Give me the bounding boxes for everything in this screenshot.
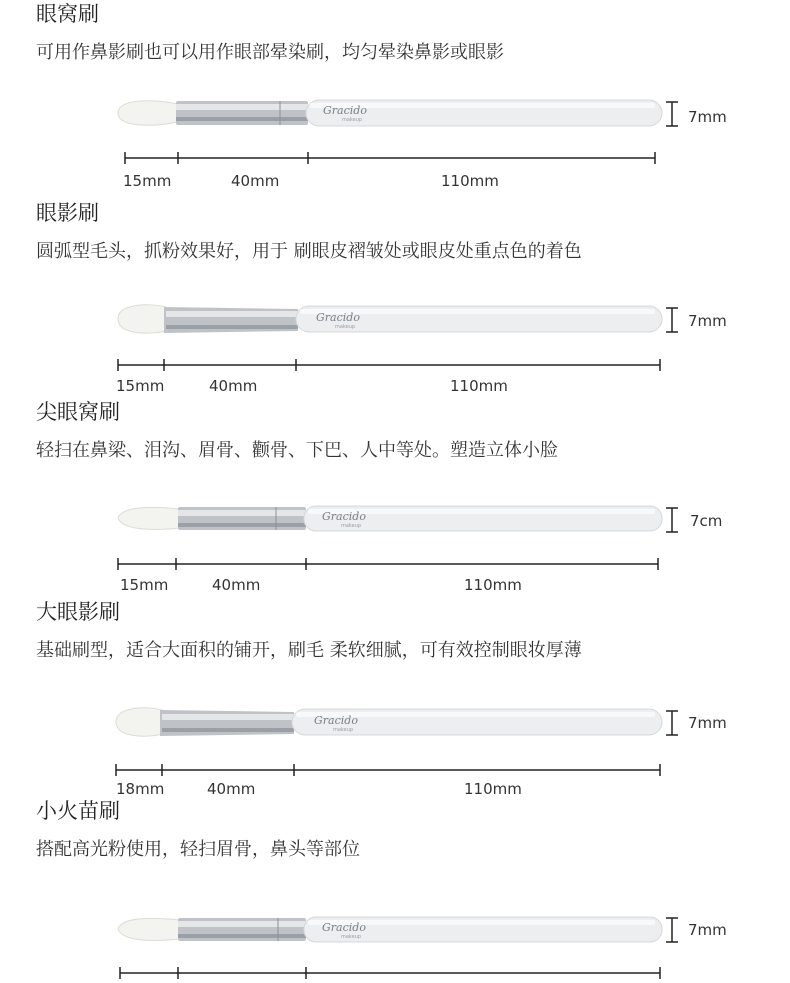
brush-image bbox=[0, 905, 790, 965]
brush-image bbox=[0, 698, 790, 758]
ruler-lines bbox=[0, 760, 790, 780]
brand-sub: makeup bbox=[333, 727, 354, 733]
brush-title: 小火苗刷 bbox=[36, 799, 120, 823]
segment-label: 15mm bbox=[123, 172, 172, 190]
brand-sub: makeup bbox=[341, 934, 362, 940]
diameter-label: 7mm bbox=[688, 108, 727, 126]
brush-description: 可用作鼻影刷也可以用作眼部晕染刷，均匀晕染鼻影或眼影 bbox=[36, 42, 504, 63]
brush-illustration bbox=[0, 494, 790, 554]
brand-sub: makeup bbox=[335, 324, 356, 330]
segment-label: 110mm bbox=[441, 172, 499, 190]
brush-description: 基础刷型，适合大面积的铺开，刷毛 柔软细腻，可有效控制眼妆厚薄 bbox=[36, 640, 582, 661]
dimension-ruler bbox=[0, 554, 790, 594]
brush-illustration bbox=[0, 295, 790, 355]
brush-description: 轻扫在鼻梁、泪沟、眉骨、颧骨、下巴、人中等处。塑造立体小脸 bbox=[36, 440, 558, 461]
brush-illustration bbox=[0, 88, 790, 148]
brand-logo: Gracido bbox=[316, 311, 360, 324]
brand-sub: makeup bbox=[342, 117, 363, 123]
brush-image bbox=[0, 295, 790, 355]
brush-title: 眼窝刷 bbox=[36, 2, 99, 26]
segment-label: 40mm bbox=[207, 780, 256, 798]
brush-description: 搭配高光粉使用，轻扫眉骨，鼻头等部位 bbox=[36, 839, 360, 860]
segment-label: 15mm bbox=[116, 377, 165, 395]
diameter-label: 7mm bbox=[688, 714, 727, 732]
dimension-ruler bbox=[0, 148, 790, 188]
ruler-lines bbox=[0, 148, 790, 168]
brand-logo: Gracido bbox=[322, 510, 366, 523]
segment-label: 18mm bbox=[116, 780, 165, 798]
segment-label: 40mm bbox=[231, 172, 280, 190]
brush-image bbox=[0, 494, 790, 554]
ruler-lines bbox=[0, 963, 790, 983]
segment-label: 40mm bbox=[212, 576, 261, 594]
brush-title: 尖眼窝刷 bbox=[36, 400, 120, 424]
dimension-ruler-partial bbox=[0, 963, 790, 983]
brand-logo: Gracido bbox=[323, 104, 367, 117]
brush-title: 大眼影刷 bbox=[36, 600, 120, 624]
brand-sub: makeup bbox=[341, 523, 362, 529]
diameter-label: 7cm bbox=[690, 512, 723, 530]
ruler-lines bbox=[0, 554, 790, 574]
dimension-ruler bbox=[0, 760, 790, 800]
brush-image bbox=[0, 88, 790, 148]
diameter-label: 7mm bbox=[688, 921, 727, 939]
segment-label: 110mm bbox=[464, 780, 522, 798]
segment-label: 110mm bbox=[450, 377, 508, 395]
dimension-ruler bbox=[0, 355, 790, 395]
brush-description: 圆弧型毛头，抓粉效果好，用于 刷眼皮褶皱处或眼皮处重点色的着色 bbox=[36, 241, 582, 262]
segment-label: 40mm bbox=[209, 377, 258, 395]
brand-logo: Gracido bbox=[322, 921, 366, 934]
brush-illustration bbox=[0, 698, 790, 758]
ruler-lines bbox=[0, 355, 790, 375]
brush-illustration bbox=[0, 905, 790, 965]
brand-logo: Gracido bbox=[314, 714, 358, 727]
diameter-label: 7mm bbox=[688, 312, 727, 330]
segment-label: 15mm bbox=[120, 576, 169, 594]
segment-label: 110mm bbox=[464, 576, 522, 594]
brush-title: 眼影刷 bbox=[36, 201, 99, 225]
